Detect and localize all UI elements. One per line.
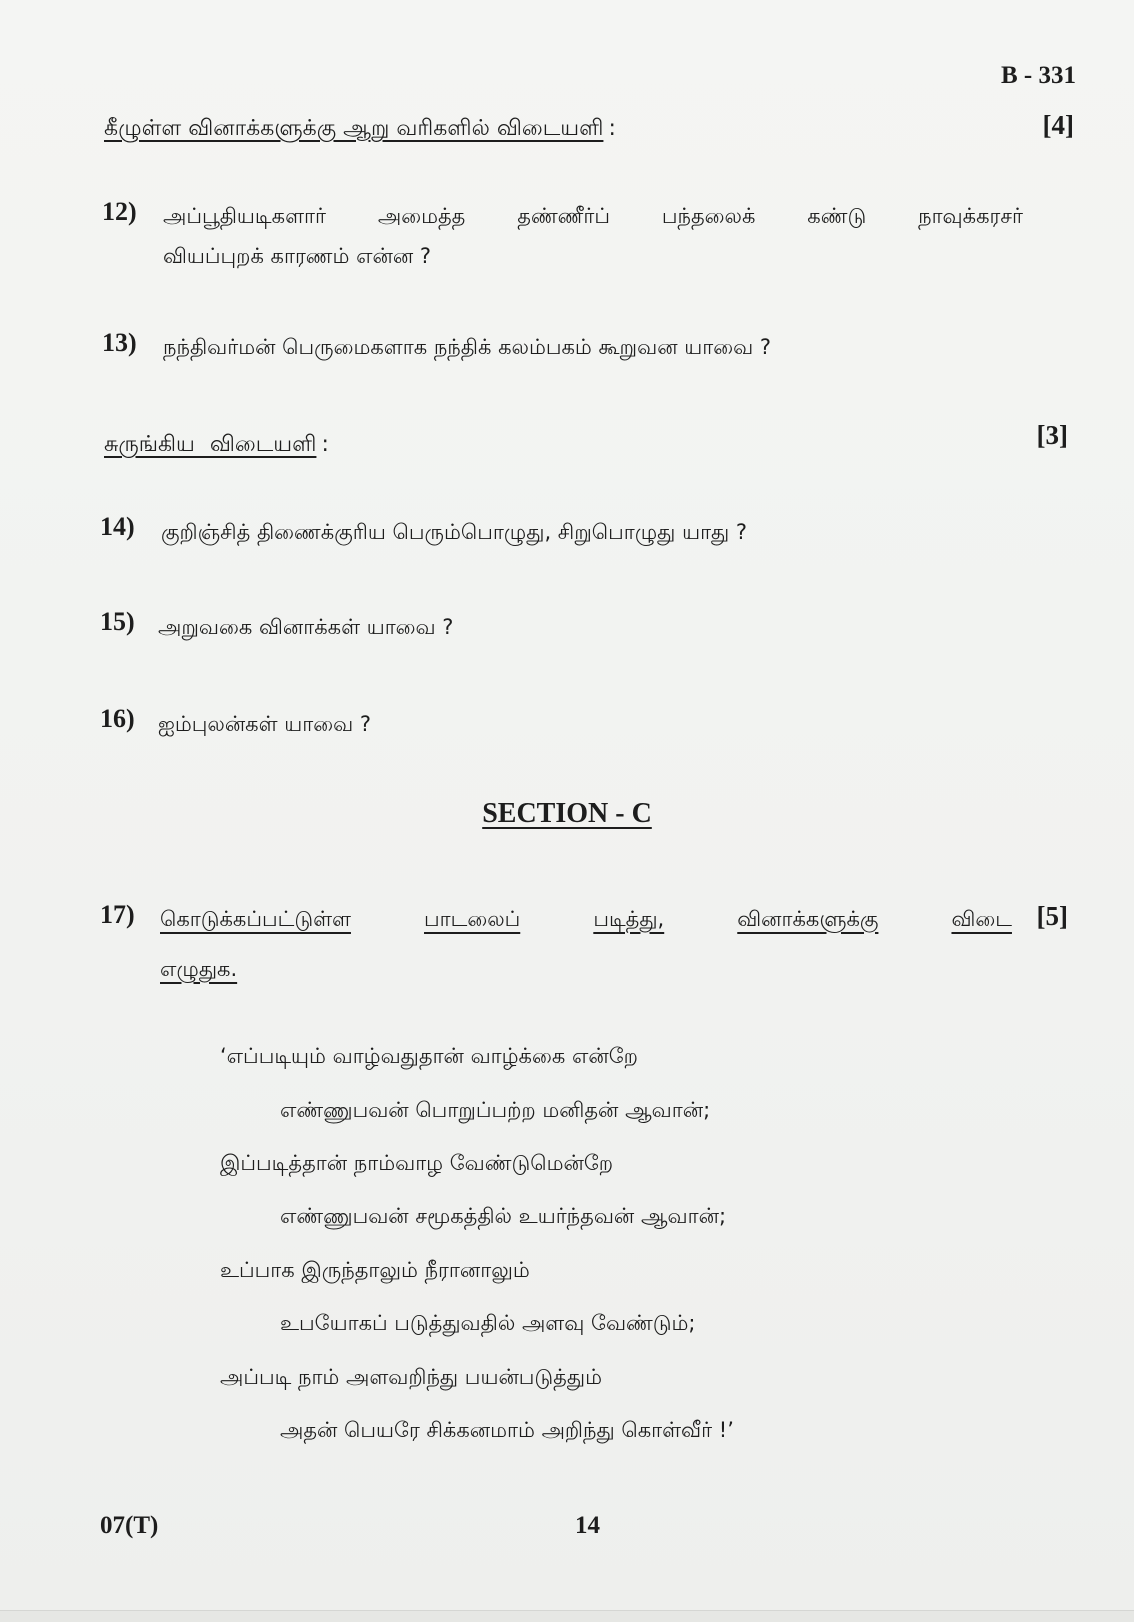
question-17	[160, 899, 1012, 989]
question-14: குறிஞ்சித் திணைக்குரிய பெரும்பொழுது, சிறுபொழுது யாது ?	[161, 520, 748, 544]
word: அப்பூதியடிகளார்	[163, 204, 326, 228]
poem-line: எண்ணுபவன் சமூகத்தில் உயர்ந்தவன் ஆவான்;	[280, 1204, 727, 1228]
word: நாவுக்கரசர்	[918, 204, 1023, 228]
instruction-colon: :	[321, 432, 329, 457]
question-16: ஐம்புலன்கள் யாவை ?	[158, 712, 372, 736]
page-bottom-edge	[0, 1610, 1134, 1622]
word: படித்து,	[593, 907, 665, 931]
instruction-six-lines-text: கீழுள்ள வினாக்களுக்கு ஆறு வரிகளில் விடையளி	[104, 116, 604, 141]
section-title: SECTION - C	[482, 798, 652, 829]
question-17-line-2: எழுதுக.	[160, 957, 238, 981]
question-number: 12)	[102, 197, 137, 226]
poem-line: இப்படித்தான் நாம்வாழ வேண்டுமென்றே	[220, 1151, 614, 1175]
word: தண்ணீர்ப்	[517, 204, 610, 228]
word: கண்டு	[807, 204, 867, 228]
question-12-line-2: வியப்புறக் காரணம் என்ன ?	[163, 244, 432, 268]
poem-line: உபயோகப் படுத்துவதில் அளவு வேண்டும்;	[280, 1311, 696, 1335]
word: பாடலைப்	[424, 907, 521, 931]
paper-code: B - 331	[1001, 62, 1076, 89]
word: பந்தலைக்	[661, 204, 756, 228]
word: அமைத்த	[377, 204, 466, 228]
poem-line: ‘எப்படியும் வாழ்வதுதான் வாழ்க்கை என்றே	[220, 1044, 638, 1068]
question-12-line-1	[163, 196, 1023, 236]
question-15: அறுவகை வினாக்கள் யாவை ?	[158, 615, 454, 639]
question-number: 14)	[100, 512, 135, 541]
marks-q17: [5]	[1036, 901, 1068, 931]
footer-code: 07(T)	[100, 1512, 159, 1539]
question-number: 16)	[100, 704, 135, 733]
instruction-short-text: சுருங்கிய விடையளி	[104, 432, 317, 457]
instruction-six-lines	[104, 116, 616, 144]
question-number: 15)	[100, 607, 135, 636]
question-17-line-1	[160, 899, 1012, 939]
poem-line: அப்படி நாம் அளவறிந்து பயன்படுத்தும்	[220, 1365, 602, 1389]
word: விடை	[951, 907, 1012, 931]
marks-six-lines: [4]	[1042, 110, 1074, 140]
poem-line: அதன் பெயரே சிக்கனமாம் அறிந்து கொள்வீர் !’	[280, 1418, 734, 1442]
marks-short: [3]	[1036, 420, 1068, 450]
question-13: நந்திவர்மன் பெருமைகளாக நந்திக் கலம்பகம் கூறுவன யாவை ?	[163, 335, 772, 359]
poem-line: உப்பாக இருந்தாலும் நீரானாலும்	[220, 1258, 530, 1282]
instruction-colon: :	[608, 116, 616, 141]
question-12	[163, 196, 1023, 276]
page-number: 14	[575, 1512, 600, 1539]
poem-line: எண்ணுபவன் பொறுப்பற்ற மனிதன் ஆவான்;	[280, 1098, 711, 1122]
word: கொடுக்கப்பட்டுள்ள	[160, 907, 351, 931]
instruction-short	[104, 432, 329, 460]
question-number: 13)	[102, 328, 137, 357]
question-number: 17)	[100, 900, 135, 929]
word: வினாக்களுக்கு	[737, 907, 879, 931]
